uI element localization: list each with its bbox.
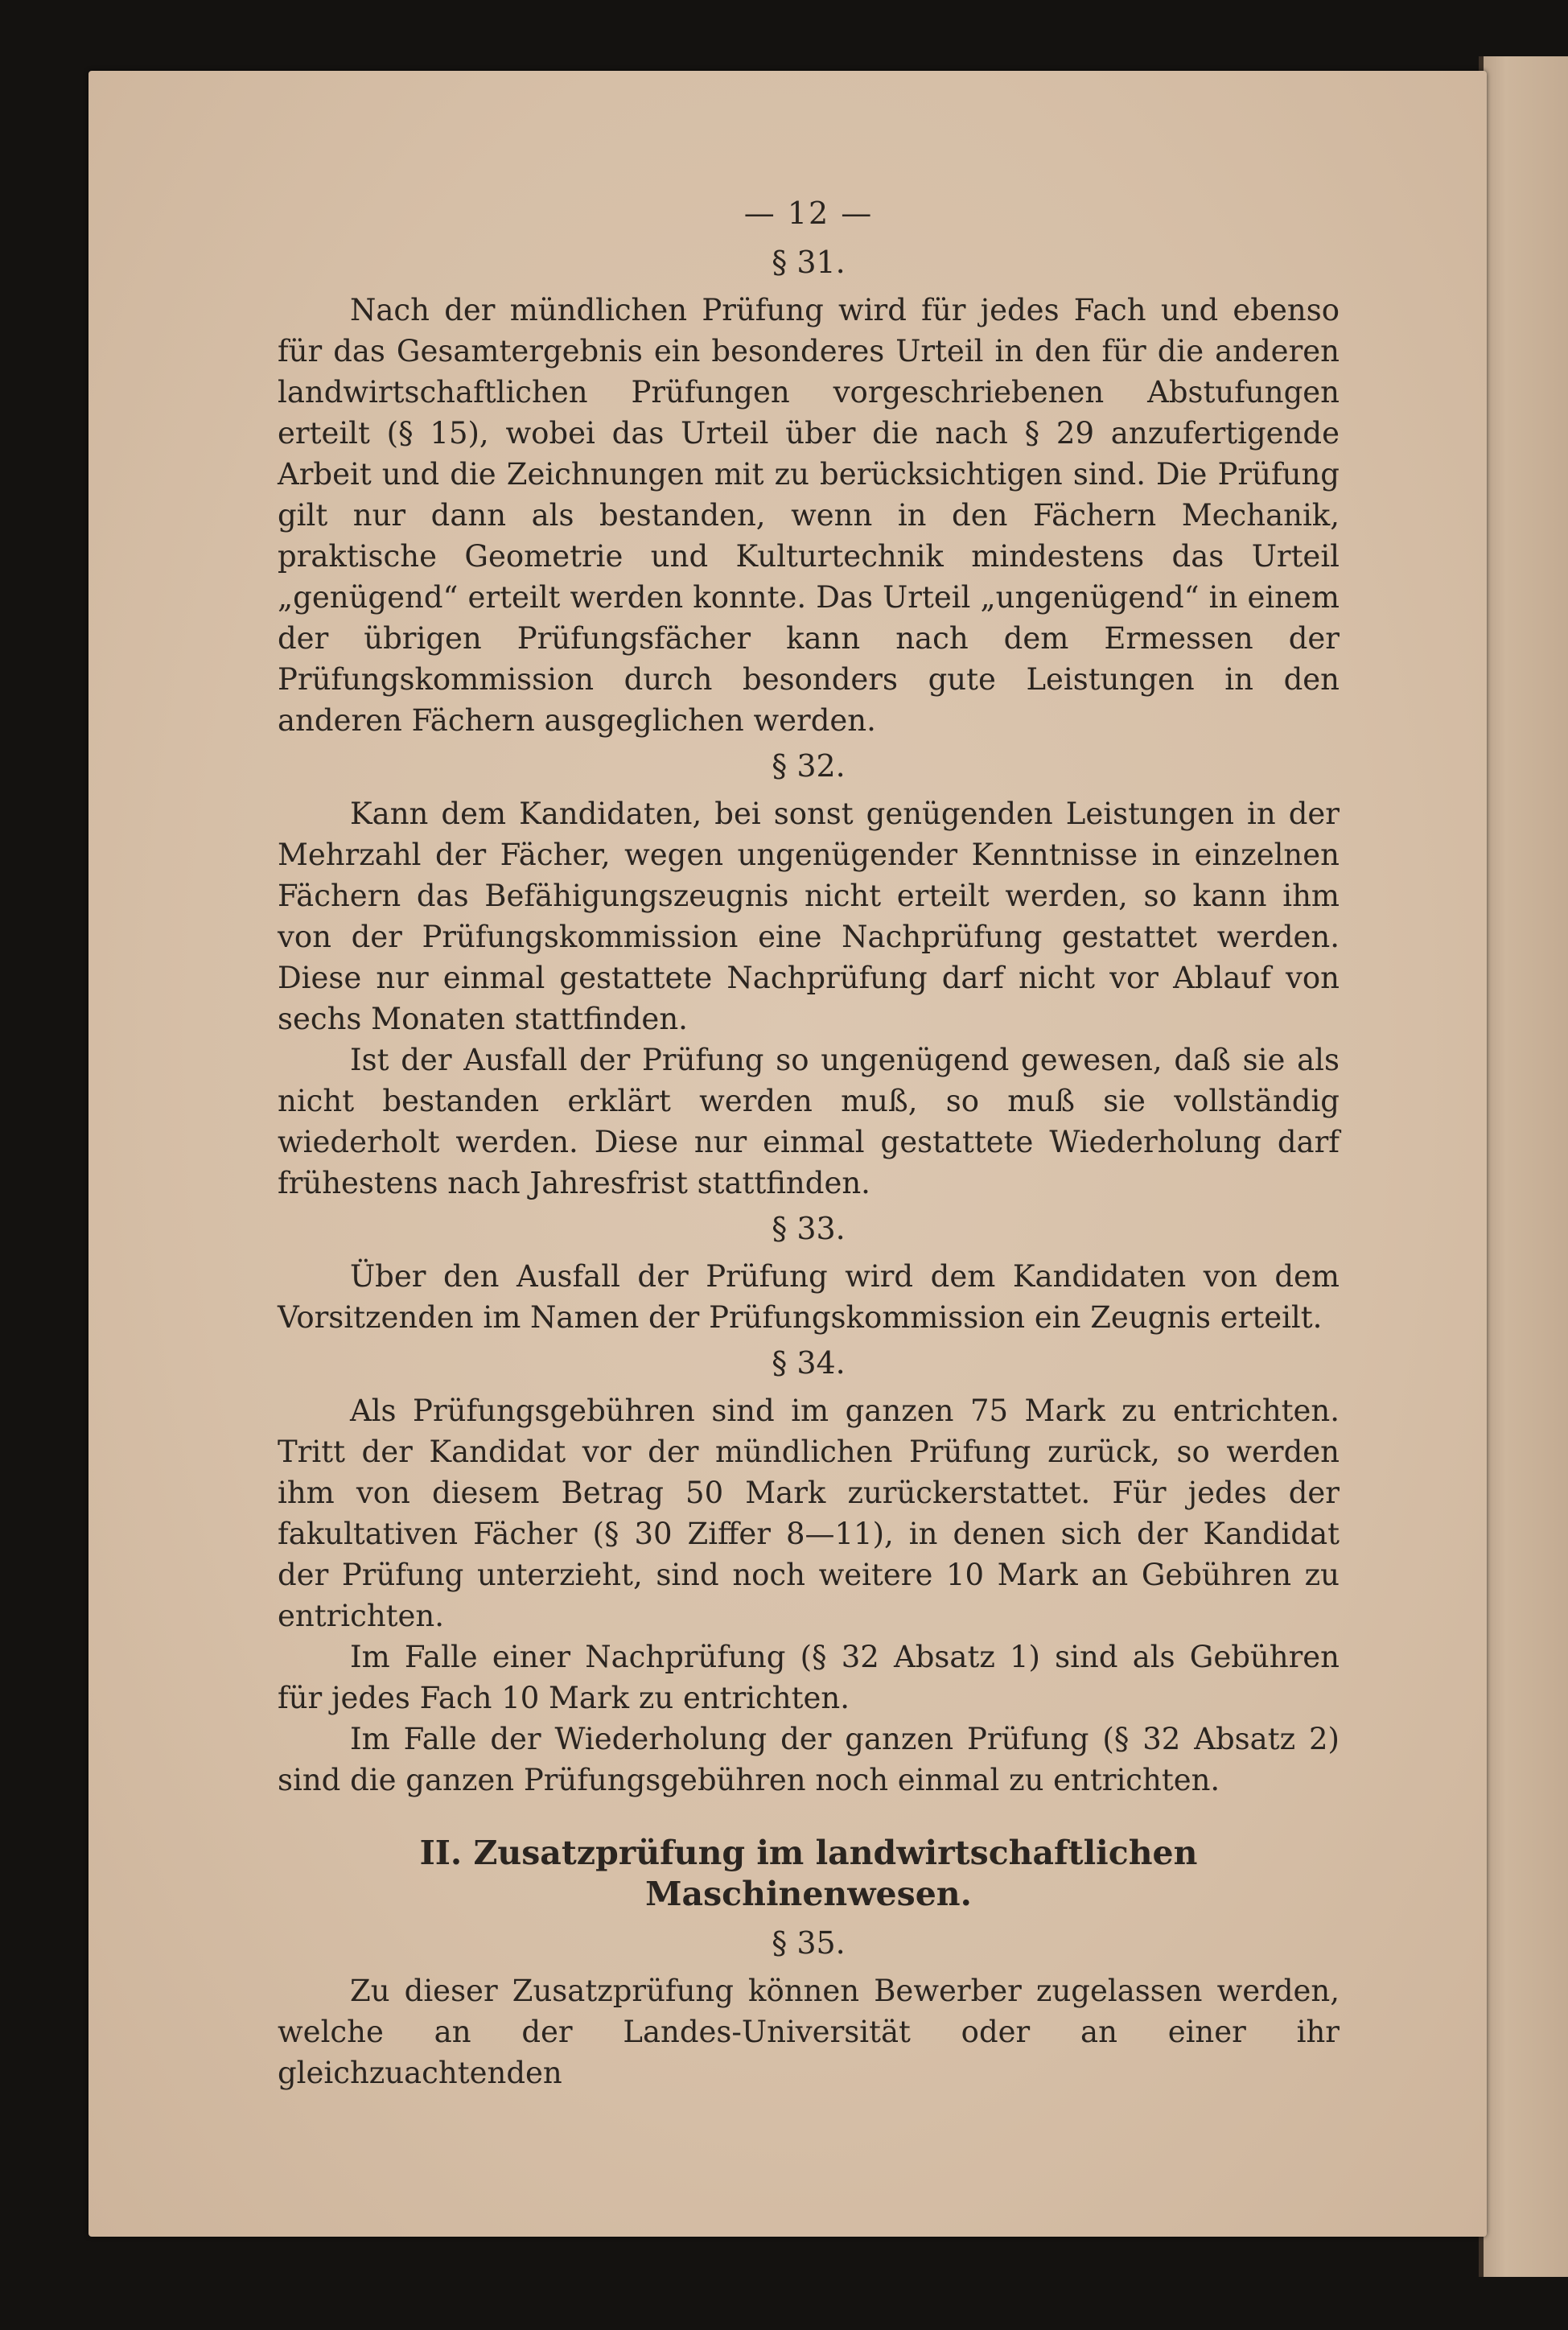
next-page-edge (1479, 56, 1568, 2277)
section-32-paragraph-1: Kann dem Kandidaten, bei sonst genügenden Leistungen in der Mehrzahl der Fächer, wegen ungenügender Kenntnisse in einzelnen Fächern das Befähigungszeugnis nicht erteilt werden, so kann ihm von der Prüfungskommission eine Nachprüfung gestattet werden. Diese nur einmal gestattete Nachprüfung darf nicht vor Ablauf von sechs Monaten stattfinden. (278, 797, 1340, 1036)
section-34-paragraph-2: Im Falle einer Nachprüfung (§ 32 Absatz 1) sind als Gebühren für jedes Fach 10 Mark zu entrichten. (278, 1640, 1340, 1715)
section-34-paragraph-1: Als Prüfungsgebühren sind im ganzen 75 Mark zu entrichten. Tritt der Kandidat vor der mündlichen Prüfung zurück, so werden ihm von diesem Betrag 50 Mark zurückerstattet. Für jedes der fakultativen Fächer (§ 30 Ziffer 8—11), in denen sich der Kandidat der Prüfung unterzieht, sind noch weitere 10 Mark an Gebühren zu entrichten. (278, 1393, 1340, 1633)
page-text (278, 193, 1340, 2093)
section-35-paragraph-1: Zu dieser Zusatzprüfung können Bewerber zugelassen werden, welche an der Landes-Universität oder an einer ihr gleichzuachtenden (278, 1974, 1340, 2090)
section-31-paragraph-1: Nach der mündlichen Prüfung wird für jedes Fach und ebenso für das Gesamtergebnis ein besonderes Urteil in den für die anderen landwirtschaftlichen Prüfungen vorgeschriebenen Abstufungen erteilt (§ 15), wobei das Urteil über die nach § 29 anzufertigende Arbeit und die Zeichnungen mit zu berücksichtigen sind. Die Prüfung gilt nur dann als bestanden, wenn in den Fächern Mechanik, praktische Geometrie und Kulturtechnik mindestens das Urteil „genügend“ erteilt werden konnte. Das Urteil „ungenügend“ in einem der übrigen Prüfungsfächer kann nach dem Ermessen der Prüfungskommission durch besonders gute Leistungen in den anderen Fächern ausgeglichen werden. (278, 293, 1340, 738)
section-34-paragraph-3: Im Falle der Wiederholung der ganzen Prüfung (§ 32 Absatz 2) sind die ganzen Prüfungsgebühren noch einmal zu entrichten. (278, 1722, 1340, 1797)
section-32-title: § 32. (772, 748, 846, 784)
page-number: — 12 — (743, 196, 874, 231)
section-31-title: § 31. (772, 245, 846, 280)
section-32-paragraph-2: Ist der Ausfall der Prüfung so ungenügend gewesen, daß sie als nicht bestanden erklärt werden muß, so muß sie vollständig wiederholt werden. Diese nur einmal gestattete Wiederholung darf frühestens nach Jahresfrist stattfinden. (278, 1043, 1340, 1200)
section-33-title: § 33. (772, 1211, 846, 1246)
section-35-title: § 35. (772, 1925, 846, 1961)
section-34-title: § 34. (772, 1345, 846, 1381)
chapter-heading: II. Zusatzprüfung im landwirtschaftlichen Maschinenwesen. (419, 1834, 1198, 1913)
section-33-paragraph-1: Über den Ausfall der Prüfung wird dem Kandidaten von dem Vorsitzenden im Namen der Prüfungskommission ein Zeugnis erteilt. (278, 1259, 1340, 1335)
